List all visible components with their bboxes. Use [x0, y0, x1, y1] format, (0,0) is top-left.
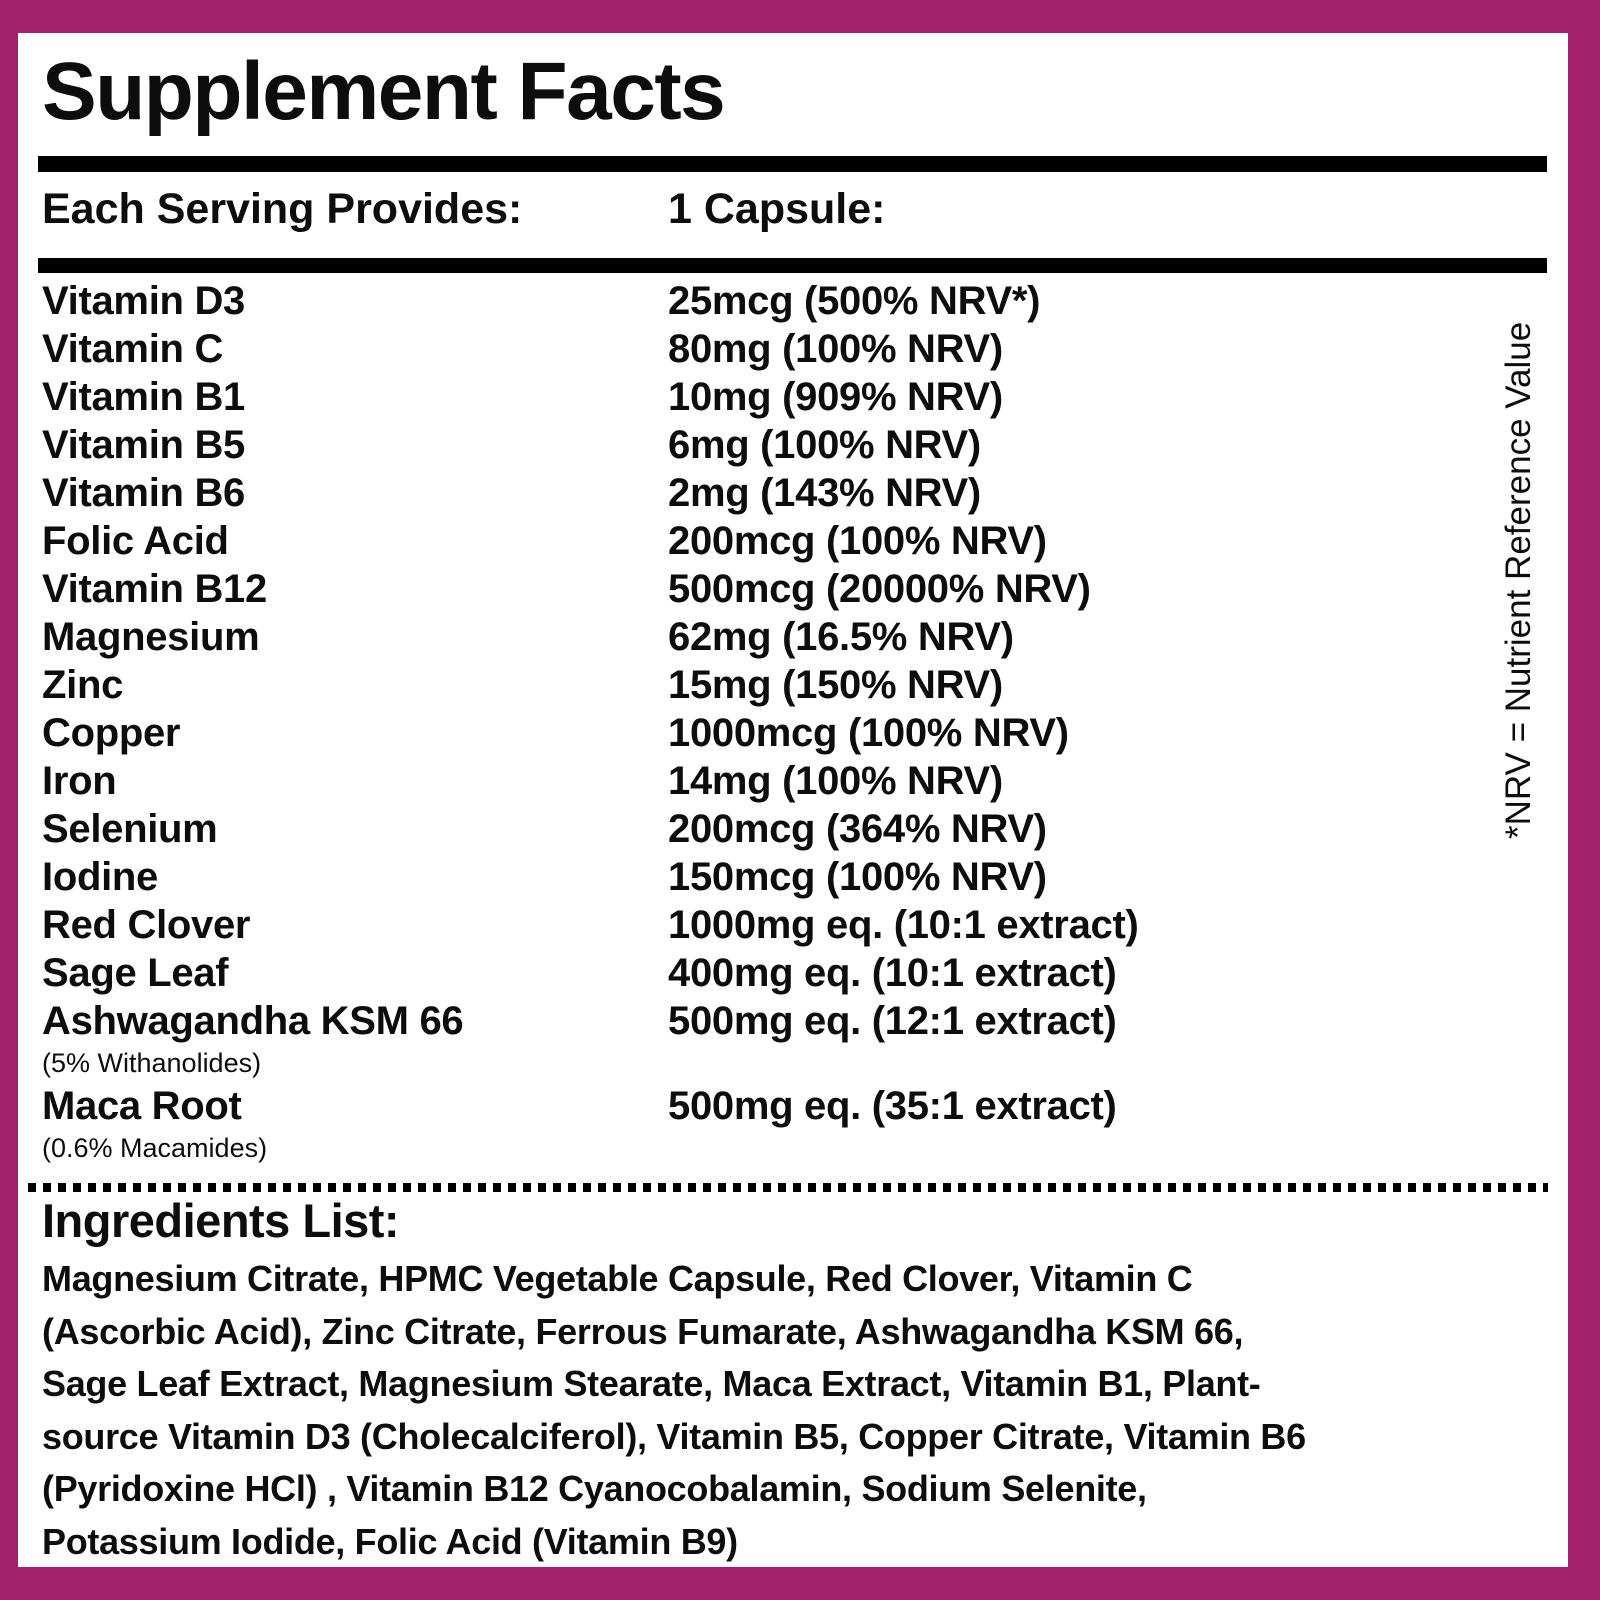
nutrient-row [42, 565, 1522, 613]
nutrient-row [42, 661, 1522, 709]
nutrient-name: Sage Leaf [42, 951, 229, 995]
serving-size-value: 1 Capsule: [668, 185, 886, 233]
nutrient-name: Vitamin B5 [42, 423, 245, 467]
nutrient-name: Iron [42, 759, 117, 803]
divider-thick-middle [38, 258, 1547, 273]
nutrient-name: Iodine [42, 855, 158, 899]
nutrient-amount: 25mcg (500% NRV*) [668, 279, 1041, 323]
nutrient-amount: 150mcg (100% NRV) [668, 855, 1047, 899]
nutrient-name: Vitamin C [42, 327, 224, 371]
ingredients-line: (Pyridoxine HCl) , Vitamin B12 Cyanocobalamin, Sodium Selenite, [42, 1468, 1147, 1509]
serving-label: Each Serving Provides: [42, 185, 523, 233]
ingredients-section [42, 1191, 1538, 1568]
ingredients-line: Potassium Iodide, Folic Acid (Vitamin B9) [42, 1520, 738, 1562]
nutrient-amount: 14mg (100% NRV) [668, 759, 1003, 803]
nutrient-row [42, 469, 1522, 517]
nutrient-row [42, 997, 1522, 1045]
nutrient-row [42, 805, 1522, 853]
ingredients-line: Sage Leaf Extract, Magnesium Stearate, Maca Extract, Vitamin B1, Plant- [42, 1363, 1261, 1404]
nutrient-name: Vitamin B6 [42, 471, 245, 515]
ingredients-line: Magnesium Citrate, HPMC Vegetable Capsule, Red Clover, Vitamin C [42, 1258, 1193, 1299]
nutrient-row [42, 709, 1522, 757]
nutrient-name: Magnesium [42, 615, 260, 659]
nutrient-amount: 62mg (16.5% NRV) [668, 615, 1014, 659]
page-title: Supplement Facts [42, 46, 725, 137]
nutrient-name: Copper [42, 711, 181, 755]
nutrient-amount: 500mcg (20000% NRV) [668, 567, 1091, 611]
nutrient-row [42, 373, 1522, 421]
nutrient-name: Folic Acid [42, 519, 229, 563]
divider-thick-top [38, 156, 1547, 172]
nutrient-name: Red Clover [42, 903, 251, 947]
nutrient-amount: 80mg (100% NRV) [668, 327, 1003, 371]
nutrient-amount: 200mcg (364% NRV) [668, 807, 1047, 851]
nutrient-row [42, 853, 1522, 901]
nutrient-name: Maca Root [42, 1084, 242, 1128]
nutrient-row [42, 901, 1522, 949]
nutrient-amount: 6mg (100% NRV) [668, 423, 981, 467]
nutrient-amount: 1000mcg (100% NRV) [668, 711, 1069, 755]
nutrient-amount: 500mg eq. (35:1 extract) [668, 1084, 1117, 1128]
ingredients-text [42, 1253, 1538, 1568]
nutrient-amount: 1000mg eq. (10:1 extract) [668, 903, 1139, 947]
nutrient-amount: 2mg (143% NRV) [668, 471, 981, 515]
nutrient-note: (5% Withanolides) [42, 1048, 262, 1078]
nutrient-name: Vitamin B12 [42, 567, 267, 611]
nutrient-amount: 15mg (150% NRV) [668, 663, 1003, 707]
nrv-footnote: *NRV = Nutrient Reference Value [1499, 321, 1538, 839]
nutrient-name: Selenium [42, 807, 218, 851]
nutrient-row [42, 517, 1522, 565]
serving-header [42, 180, 1528, 238]
facts-panel [18, 33, 1568, 1567]
ingredients-heading: Ingredients List: [42, 1194, 400, 1247]
nutrient-amount: 400mg eq. (10:1 extract) [668, 951, 1117, 995]
nutrient-row [42, 325, 1522, 373]
nutrient-amount: 200mcg (100% NRV) [668, 519, 1047, 563]
nutrient-amount: 10mg (909% NRV) [668, 375, 1003, 419]
nutrient-row [42, 421, 1522, 469]
nutrient-rows [42, 277, 1522, 1167]
nutrient-name: Ashwagandha KSM 66 [42, 999, 464, 1043]
ingredients-line: (Ascorbic Acid), Zinc Citrate, Ferrous Fumarate, Ashwagandha KSM 66, [42, 1310, 1244, 1352]
nutrient-name: Zinc [42, 663, 124, 707]
nutrient-amount: 500mg eq. (12:1 extract) [668, 999, 1117, 1043]
ingredients-line: source Vitamin D3 (Cholecalciferol), Vitamin B5, Copper Citrate, Vitamin B6 [42, 1415, 1306, 1457]
nutrient-row [42, 949, 1522, 997]
nutrient-row [42, 613, 1522, 661]
nutrient-name: Vitamin D3 [42, 279, 245, 323]
nutrient-row [42, 757, 1522, 805]
nutrient-row [42, 1082, 1522, 1130]
nutrient-row [42, 277, 1522, 325]
nutrient-note: (0.6% Macamides) [42, 1133, 268, 1163]
nutrient-name: Vitamin B1 [42, 375, 245, 419]
